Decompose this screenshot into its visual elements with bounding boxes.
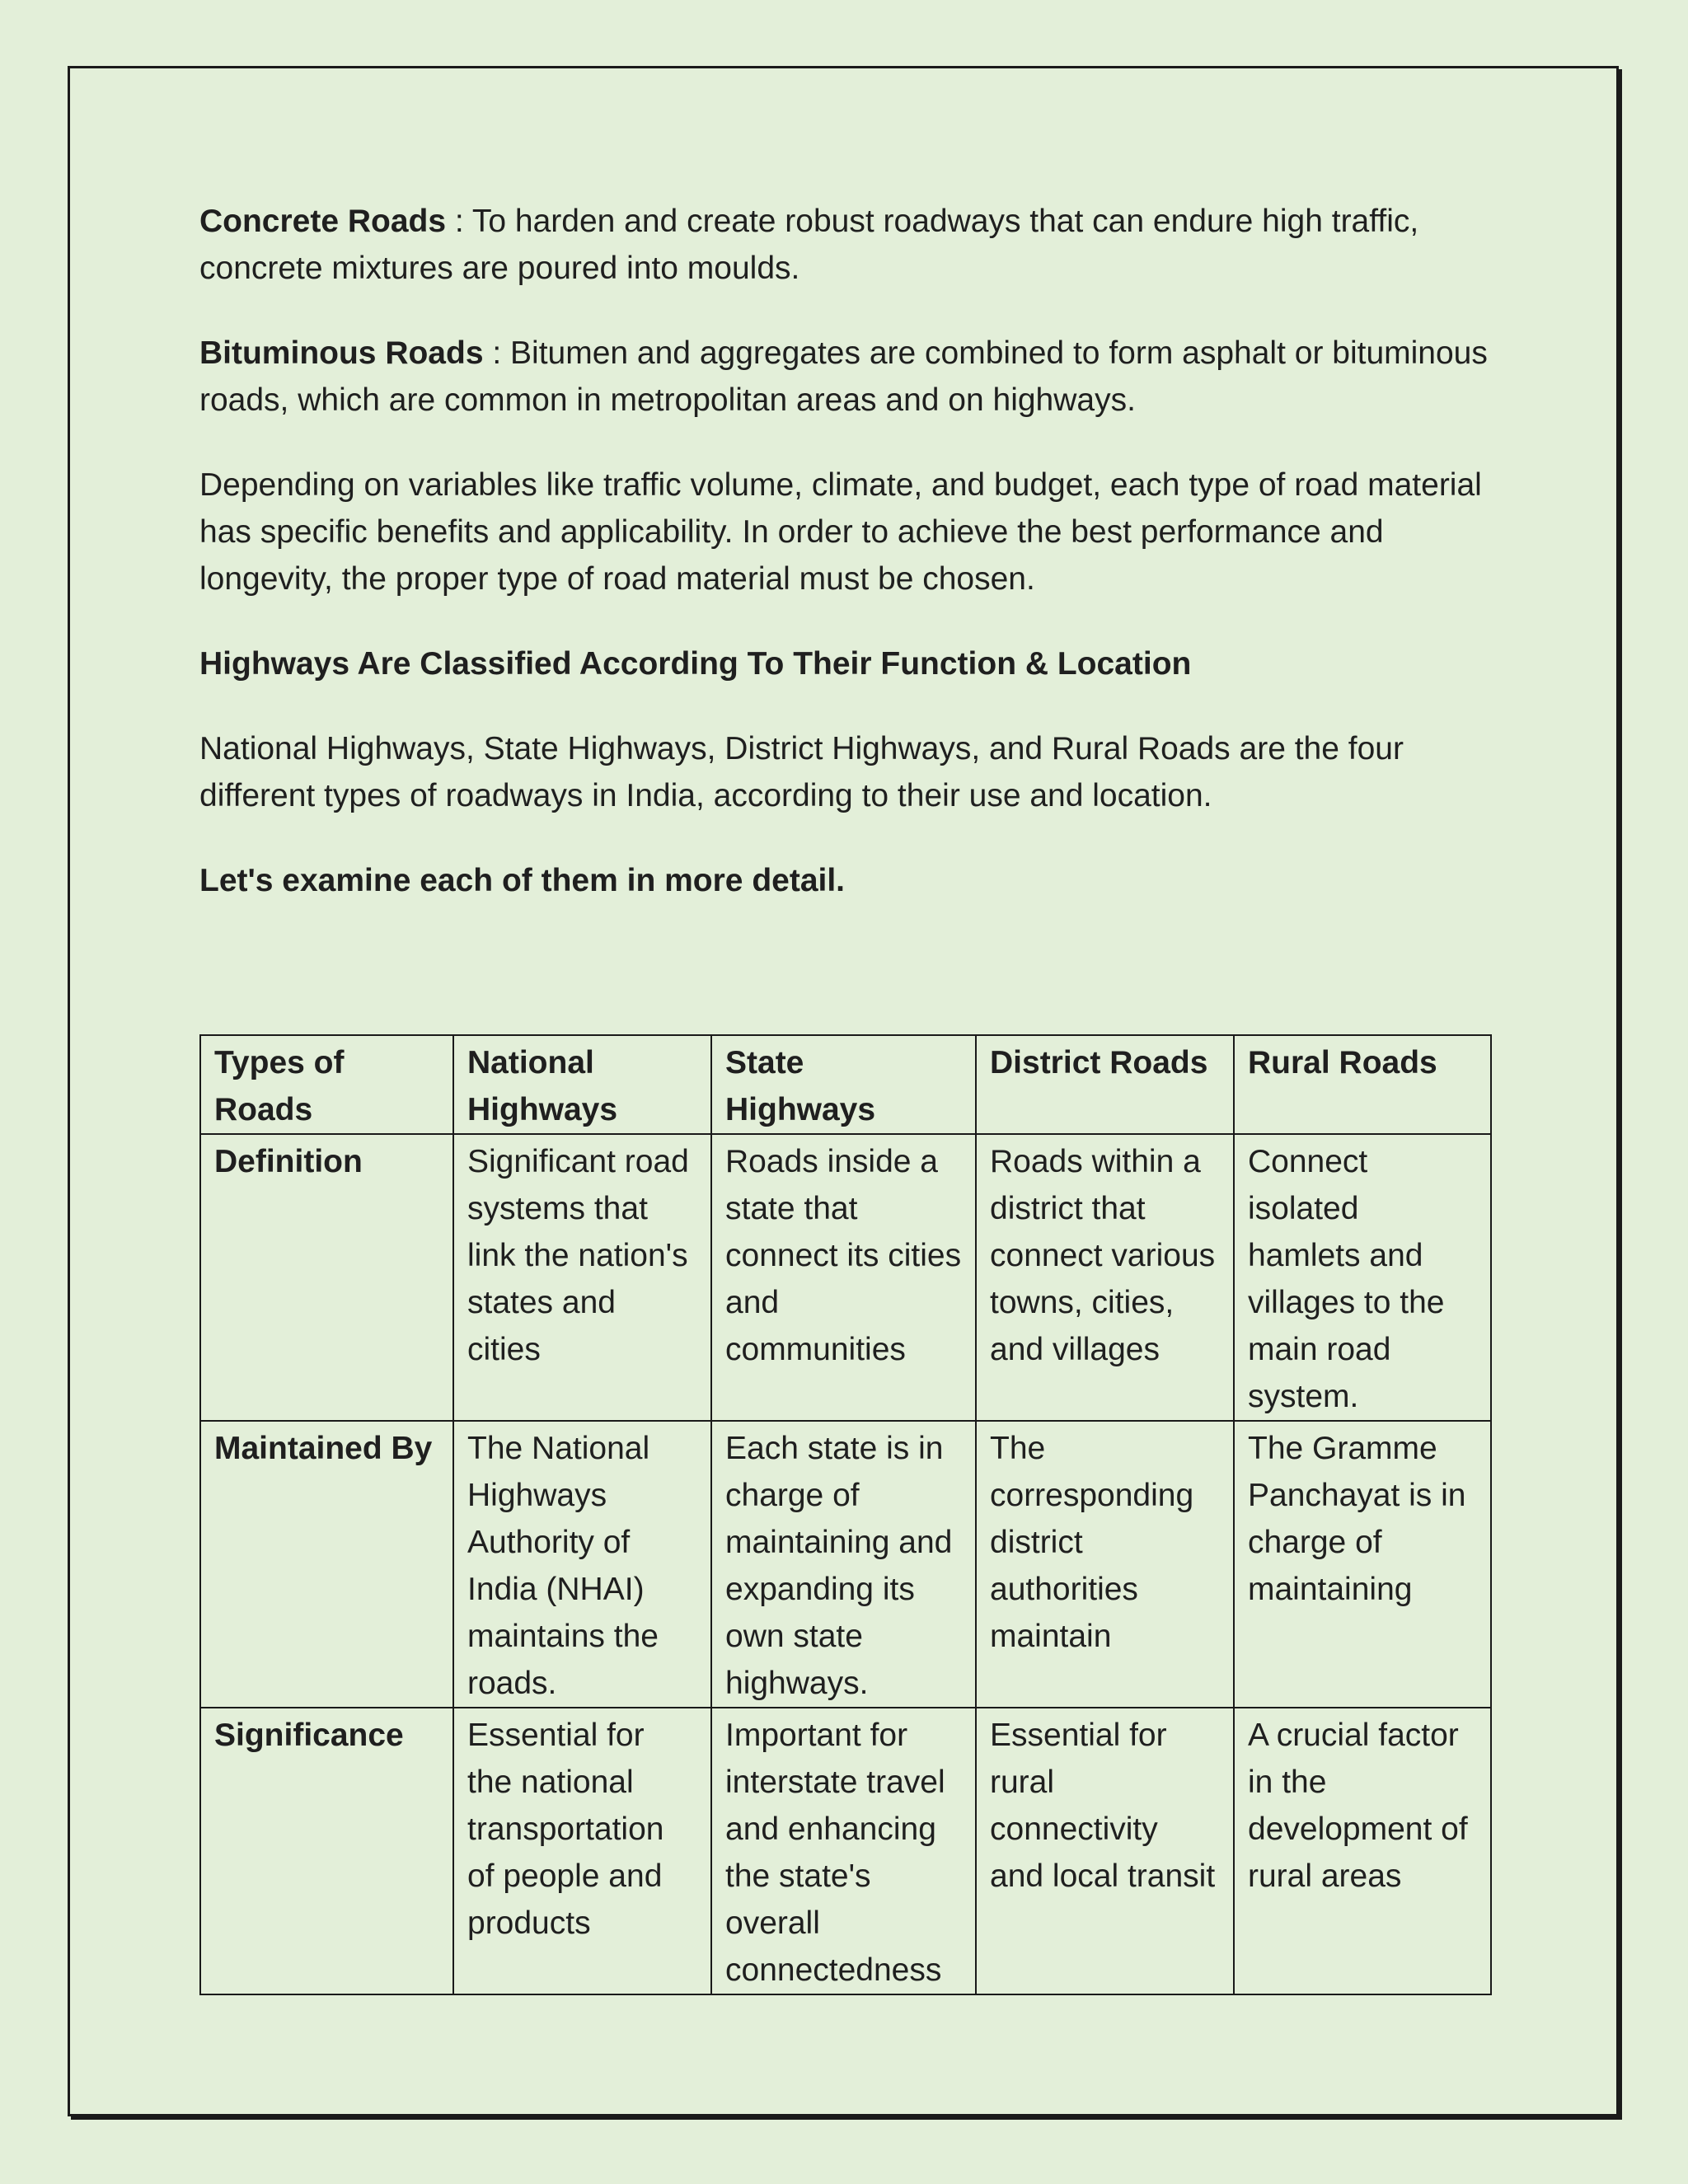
header-district-roads: District Roads — [976, 1035, 1234, 1134]
table-row-maintained-by — [200, 1421, 1491, 1708]
road-types-paragraph: National Highways, State Highways, District Highways, and Rural Roads are the four different types of roadways in India, according to their use and location. — [199, 731, 1404, 813]
row-label-maintained-by: Maintained By — [200, 1421, 453, 1708]
table-cell: The National Highways Authority of India (NHAI) maintains the roads. — [453, 1421, 711, 1708]
concrete-roads-term: Concrete Roads — [199, 204, 447, 239]
table-row-significance — [200, 1708, 1491, 1994]
header-national-highways: National Highways — [453, 1035, 711, 1134]
table-header-row — [200, 1035, 1491, 1134]
table-cell: Each state is in charge of maintaining and expanding its own state highways. — [711, 1421, 976, 1708]
concrete-roads-paragraph — [199, 198, 1502, 292]
row-label-definition: Definition — [200, 1134, 453, 1421]
table-cell: A crucial factor in the development of rural areas — [1234, 1708, 1491, 1994]
bituminous-roads-term: Bituminous Roads — [199, 335, 484, 371]
table-cell: Significant road systems that link the nation's states and cities — [453, 1134, 711, 1421]
header-rural-roads: Rural Roads — [1234, 1035, 1491, 1134]
bituminous-roads-text: : Bitumen and aggregates are combined to form asphalt or bituminous roads, which are common in metropolitan areas and on highways. — [199, 335, 1488, 418]
row-label-significance: Significance — [200, 1708, 453, 1994]
header-types-of-roads: Types of Roads — [200, 1035, 453, 1134]
classification-heading: Highways Are Classified According To Their Function & Location — [199, 646, 1192, 682]
road-material-paragraph: Depending on variables like traffic volume, climate, and budget, each type of road material has specific benefits and applicability. In order to achieve the best performance and longevity, the proper type of road material must be chosen. — [199, 467, 1482, 597]
table-cell: The corresponding district authorities maintain — [976, 1421, 1234, 1708]
examine-heading: Let's examine each of them in more detail. — [199, 863, 846, 898]
table-cell: Roads inside a state that connect its cities and communities — [711, 1134, 976, 1421]
table-cell: Essential for rural connectivity and local transit — [976, 1708, 1234, 1994]
table-cell: Essential for the national transportation of people and products — [453, 1708, 711, 1994]
concrete-roads-text: : To harden and create robust roadways that can endure high traffic, concrete mixtures are poured into moulds. — [199, 204, 1419, 286]
header-state-highways: State Highways — [711, 1035, 976, 1134]
table-cell: Connect isolated hamlets and villages to the main road system. — [1234, 1134, 1491, 1421]
table-cell: Important for interstate travel and enhancing the state's overall connectedness — [711, 1708, 976, 1994]
table-cell: Roads within a district that connect various towns, cities, and villages — [976, 1134, 1234, 1421]
road-types-table — [199, 1034, 1492, 1995]
table-cell: The Gramme Panchayat is in charge of maintaining — [1234, 1421, 1491, 1708]
table-row-definition — [200, 1134, 1491, 1421]
bituminous-roads-paragraph — [199, 330, 1502, 424]
document-body — [199, 198, 1502, 942]
